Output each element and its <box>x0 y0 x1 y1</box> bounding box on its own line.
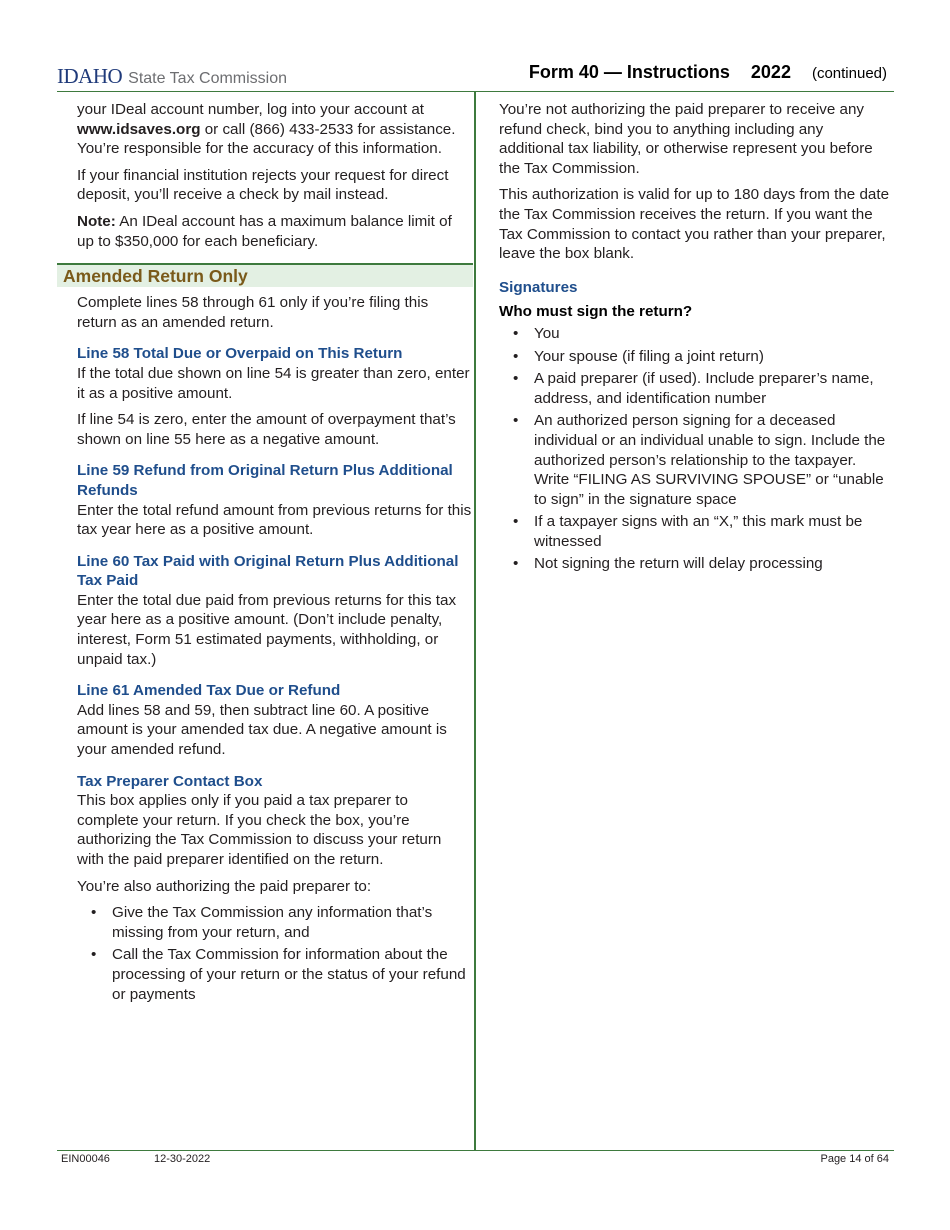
tax-preparer-text-1: This box applies only if you paid a tax preparer to complete your return. If you check the box, you’re authorizing the Tax Commission to discuss your return with the paid preparer identified on the return. <box>77 792 442 868</box>
preparer-authorization-list <box>77 903 472 1004</box>
line-58-text-1: If the total due shown on line 54 is greater than zero, enter it as a positive amount. <box>77 364 470 402</box>
ideal-account-paragraph <box>77 100 472 159</box>
bullet-icon: • <box>513 412 519 430</box>
section-heading-amended: Amended Return Only <box>57 263 473 287</box>
list-item-text: Give the Tax Commission any information that’s missing from your return, and <box>112 904 433 941</box>
list-item-text: Not signing the return will delay processing <box>534 555 823 573</box>
right-column <box>499 100 891 578</box>
list-item-text: A paid preparer (if used). Include preparer’s name, address, and identification number <box>534 370 874 407</box>
logo-subtitle: State Tax Commission <box>128 70 288 87</box>
list-item <box>499 554 891 574</box>
list-item-text: Your spouse (if filing a joint return) <box>534 347 764 365</box>
list-item <box>499 369 891 408</box>
idsaves-link[interactable]: www.idsaves.org <box>77 120 201 138</box>
page-header <box>57 60 893 90</box>
list-item <box>77 903 472 942</box>
signers-list <box>499 324 891 574</box>
footer-rule <box>57 1150 894 1151</box>
line-60-heading: Line 60 Tax Paid with Original Return Plus Additional Tax Paid <box>77 552 459 590</box>
not-authorizing-paragraph: You’re not authorizing the paid preparer to receive any refund check, bind you to anything including any additional tax liability, or otherwise represent you before the Tax Commission. <box>499 101 873 177</box>
line-61-heading: Line 61 Amended Tax Due or Refund <box>77 682 341 700</box>
continued-label: (continued) <box>811 65 887 82</box>
page-number: Page 14 of 64 <box>820 1153 889 1165</box>
revision-date: 12-30-2022 <box>154 1153 211 1165</box>
note-text: An IDeal account has a maximum balance limit of up to $350,000 for each beneficiary. <box>77 212 452 250</box>
form-title: Form 40 — Instructions <box>528 62 730 82</box>
list-item <box>499 347 891 367</box>
tax-preparer-heading: Tax Preparer Contact Box <box>77 772 263 790</box>
form-year: 2022 <box>750 62 791 82</box>
idaho-tax-logo <box>57 64 287 86</box>
line-61-text: Add lines 58 and 59, then subtract line 60. A positive amount is your amended tax due. A negative amount is your amended refund. <box>77 701 447 759</box>
line-60-text: Enter the total due paid from previous returns for this tax year here as a positive amount. (Don’t include penalty, interest, Form 51 estimated payments, withholding, or unpaid tax.) <box>77 591 457 668</box>
list-item <box>499 512 891 551</box>
line-58-text-2: If line 54 is zero, enter the amount of overpayment that’s shown on line 55 here as a negative amount. <box>77 411 456 448</box>
bullet-icon: • <box>513 347 519 365</box>
amended-intro: Complete lines 58 through 61 only if you’re filing this return as an amended return. <box>77 294 429 331</box>
list-item-text: If a taxpayer signs with an “X,” this mark must be witnessed <box>534 513 863 550</box>
bullet-icon: • <box>91 904 97 922</box>
bullet-icon: • <box>513 513 519 531</box>
list-item-text: You <box>534 324 560 342</box>
note-label: Note: <box>77 212 116 230</box>
text-span: your IDeal account number, log into your account at <box>77 101 424 118</box>
who-must-sign-question: Who must sign the return? <box>499 303 693 321</box>
bullet-icon: • <box>513 555 519 573</box>
tax-preparer-text-2: You’re also authorizing the paid preparer to: <box>77 877 372 895</box>
list-item <box>77 945 472 1004</box>
list-item <box>499 411 891 509</box>
signatures-heading: Signatures <box>499 278 578 296</box>
list-item-text: An authorized person signing for a deceased individual or an individual unable to sign. Include the authorized person’s relationship to the taxpayer. Write “FILING AS SURVIVING SPOUSE” or “unable to sign” in the signature space <box>534 412 886 508</box>
logo-word: IDAHO <box>57 64 123 88</box>
bullet-icon: • <box>91 946 97 964</box>
list-item-text: Call the Tax Commission for information about the processing of your return or the status of your refund or payments <box>112 946 466 1003</box>
bullet-icon: • <box>513 370 519 388</box>
line-59-heading: Line 59 Refund from Original Return Plus Additional Refunds <box>77 462 453 499</box>
note-paragraph <box>77 212 472 251</box>
line-59-text: Enter the total refund amount from previous returns for this tax year here as a positive amount. <box>77 501 472 539</box>
list-item <box>499 324 891 344</box>
direct-deposit-paragraph: If your financial institution rejects your request for direct deposit, you’ll receive a check by mail instead. <box>77 166 449 204</box>
column-divider <box>474 92 476 1150</box>
line-58-heading: Line 58 Total Due or Overpaid on This Return <box>77 345 403 363</box>
authorization-validity-paragraph: This authorization is valid for up to 180 days from the date the Tax Commission receives the return. If you want the Tax Commission to contact you rather than your preparer, leave the box blank. <box>499 186 890 263</box>
bullet-icon: • <box>513 324 519 342</box>
text-span: or call (866) 433-2533 for assistance. You’re responsible for the accuracy of this information. <box>77 120 456 158</box>
form-id: EIN00046 <box>61 1153 110 1165</box>
form-title-block <box>529 62 887 83</box>
left-column <box>63 100 472 1008</box>
